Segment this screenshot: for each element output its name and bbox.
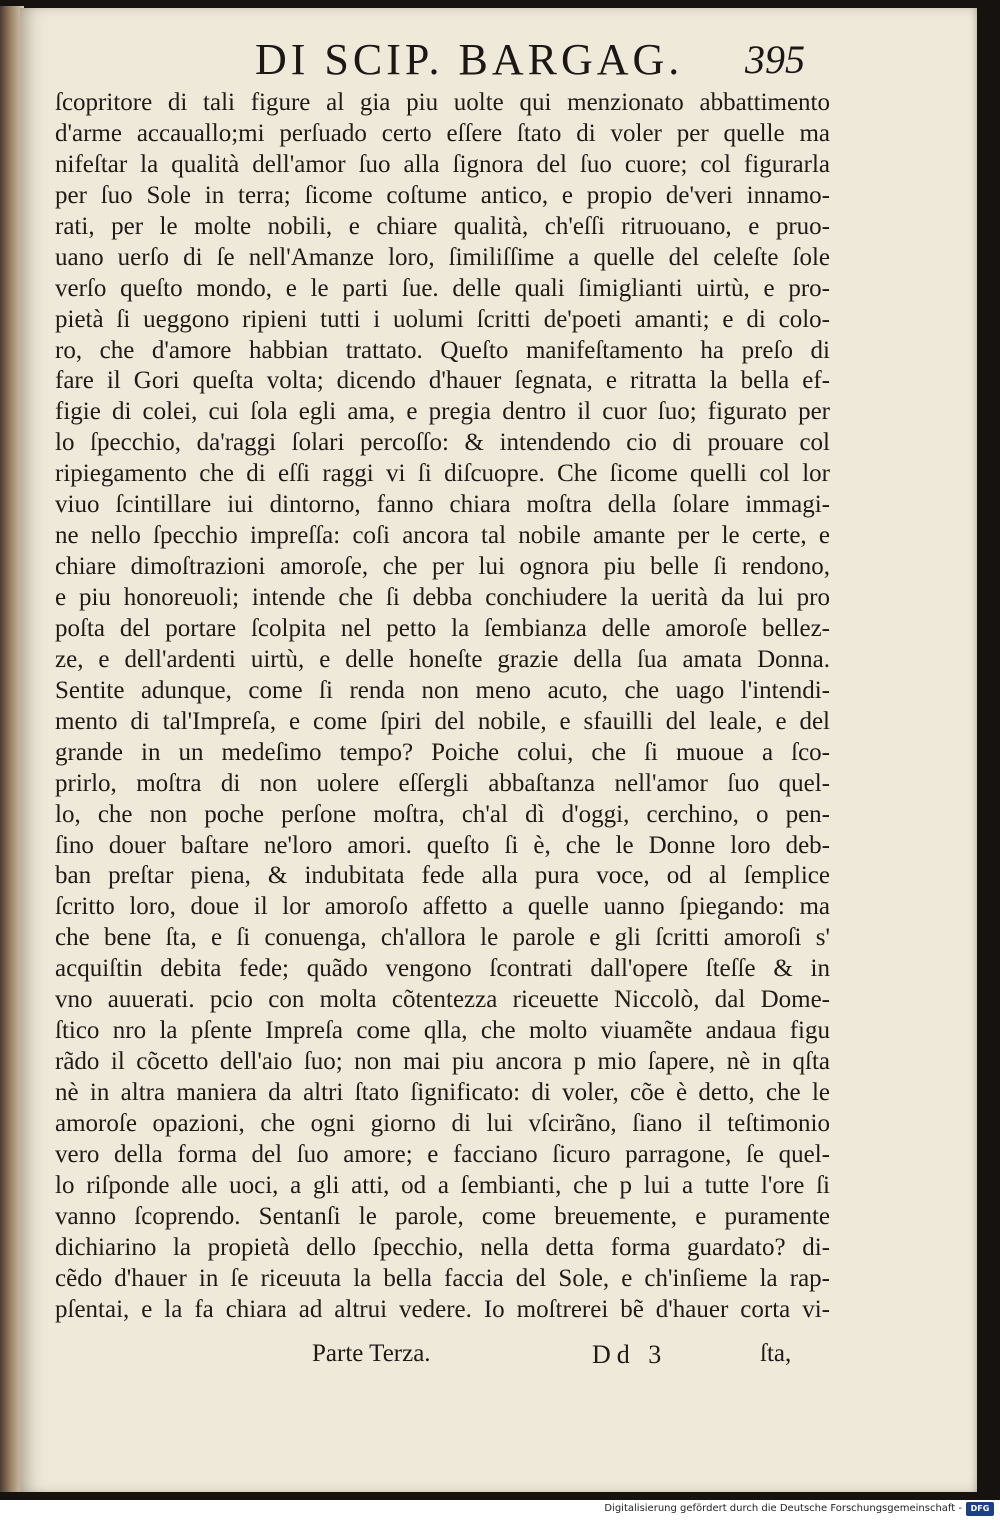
- footer-section-title: Parte Terza.: [312, 1340, 431, 1367]
- text-line: d'arme accauallo;mi perſuado certo eſſere ſtato di voler per quelle ma: [55, 119, 830, 147]
- text-line: vno auuerati. pcio con molta cõtentezza riceuette Niccolò, dal Dome-: [55, 986, 830, 1014]
- text-line: nè in altra maniera da altri ſtato ſignificato: di voler, cõe è detto, che le: [55, 1079, 830, 1106]
- text-line: pietà ſi ueggono ripieni tutti i uolumi ſcritti de'poeti amanti; e di colo-: [55, 305, 830, 333]
- text-line: mento di tal'Impreſa, e come ſpiri del nobile, e sfauilli del leale, e del: [55, 707, 830, 735]
- text-line: poſta del portare ſcolpita nel petto la ſembianza delle amoroſe bellez-: [55, 614, 830, 642]
- text-line: ripiegamento che di eſſi raggi vi ſi diſcuopre. Che ſicome quelli col lor: [55, 460, 830, 488]
- text-line: lo riſponde alle uoci, a gli atti, od a ſembianti, che p lui a tutte l'ore ſi: [55, 1171, 830, 1199]
- text-line: ne nello ſpecchio impreſſa: coſi ancora tal nobile amante per le certe, e: [55, 522, 830, 550]
- text-line: figie di colei, cui ſola egli ama, e pregia dentro il cuor ſuo; figurato per: [55, 398, 830, 426]
- text-line: prirlo, moſtra di non uolere eſſergli abbaſtanza nell'amor ſuo quel-: [55, 769, 830, 797]
- text-line: rati, per le molte nobili, e chiare qualità, ch'eſſi ritruouano, e pruo-: [55, 212, 830, 240]
- text-line: pſentai, e la fa chiara ad altrui vedere. Io moſtrerei bẽ d'hauer corta vi-: [55, 1295, 830, 1323]
- page-header: [55, 34, 815, 84]
- page-number: 395: [745, 37, 805, 82]
- credit-strip: [0, 1500, 1000, 1520]
- text-line: ſcritto loro, doue il lor amoroſo affetto a quelle uanno ſpiegando: ma: [55, 893, 830, 921]
- text-line: amoroſe opazioni, che ogni giorno di lui vſcirãno, ſiano il teſtimonio: [55, 1109, 830, 1137]
- text-line: rãdo il cõcetto dell'aio ſuo; non mai piu ancora p mio ſapere, nè in qſta: [55, 1048, 830, 1076]
- text-line: che bene ſta, e ſi conuenga, ch'allora le parole e gli ſcritti amoroſi s': [55, 924, 830, 952]
- text-line: ze, e dell'ardenti uirtù, e delle honeſte grazie della ſua amata Donna.: [55, 645, 830, 673]
- text-line: ſtico nro la pſente Impreſa come qlla, che molto viuamẽte andaua figu: [55, 1017, 830, 1045]
- text-line: vanno ſcoprendo. Sentanſi le parole, come breuemente, e puramente: [55, 1202, 830, 1230]
- text-line: ro, che d'amore habbian trattato. Queſto manifeſtamento ha preſo di: [55, 336, 830, 364]
- text-line: acquiſtin debita fede; quãdo vengono ſcontrati dall'opere ſteſſe & in: [55, 955, 830, 983]
- text-line: ſino douer baſtare ne'loro amori. queſto ſi è, che le Donne loro deb-: [55, 831, 830, 859]
- text-line: verſo queſto mondo, e le parti ſue. delle quali ſimiglianti uirtù, e pro-: [55, 274, 830, 302]
- text-line: lo, che non poche perſone moſtra, ch'al dì d'oggi, cerchino, o pen-: [55, 800, 830, 828]
- credit-text: Digitalisierung gefördert durch die Deutsche Forschungsgemeinschaft -: [604, 1503, 962, 1514]
- text-line: chiare dimoſtrazioni amoroſe, che per lui ognora piu belle ſi rendono,: [55, 553, 830, 581]
- text-line: lo ſpecchio, da'raggi ſolari percoſſo: & intendendo cio di prouare col: [55, 429, 830, 457]
- text-line: ſcopritore di tali figure al gia piu uolte qui menzionato abbattimento: [55, 89, 830, 116]
- text-line: Sentite adunque, come ſi renda non meno acuto, che uago l'intendi-: [55, 676, 830, 704]
- body-text: [55, 88, 830, 1326]
- text-line: per ſuo Sole in terra; ſicome coſtume antico, e propio de'veri innamo-: [55, 181, 830, 209]
- text-line: nifeſtar la qualità dell'amor ſuo alla ſignora del ſuo cuore; col figurarla: [55, 150, 830, 178]
- dfg-logo: DFG: [966, 1502, 994, 1516]
- running-head: DI SCIP. BARGAG.: [255, 35, 684, 84]
- catchword: ſta,: [760, 1340, 792, 1367]
- text-line: cẽdo d'hauer in ſe riceuuta la bella faccia del Sole, e ch'inſieme la rap-: [55, 1264, 830, 1292]
- text-line: ban preſtar piena, & indubitata fede alla pura voce, od al ſemplice: [55, 862, 830, 890]
- text-line: e piu honoreuoli; intende che ſi debba conchiudere la uerità da lui pro: [55, 584, 830, 611]
- text-line: uano uerſo di ſe nell'Amanze loro, ſimiliſſime a quelle del celeſte ſole: [55, 243, 830, 271]
- text-line: viuo ſcintillare iui dintorno, fanno chiara moſtra della ſolare immagi-: [55, 491, 830, 519]
- text-line: dichiarino la propietà dello ſpecchio, nella detta forma guardato? di-: [55, 1233, 830, 1261]
- text-line: fare il Gori queſta volta; dicendo d'hauer ſegnata, e ritratta la bella ef-: [55, 367, 830, 395]
- signature-mark: Dd 3: [592, 1340, 668, 1369]
- page-footer: [55, 1340, 815, 1374]
- text-line: grande in un medeſimo tempo? Poiche colui, che ſi muoue a ſco-: [55, 738, 830, 766]
- text-line: vero della forma del ſuo amore; e facciano ſicuro parragone, ſe quel-: [55, 1140, 830, 1168]
